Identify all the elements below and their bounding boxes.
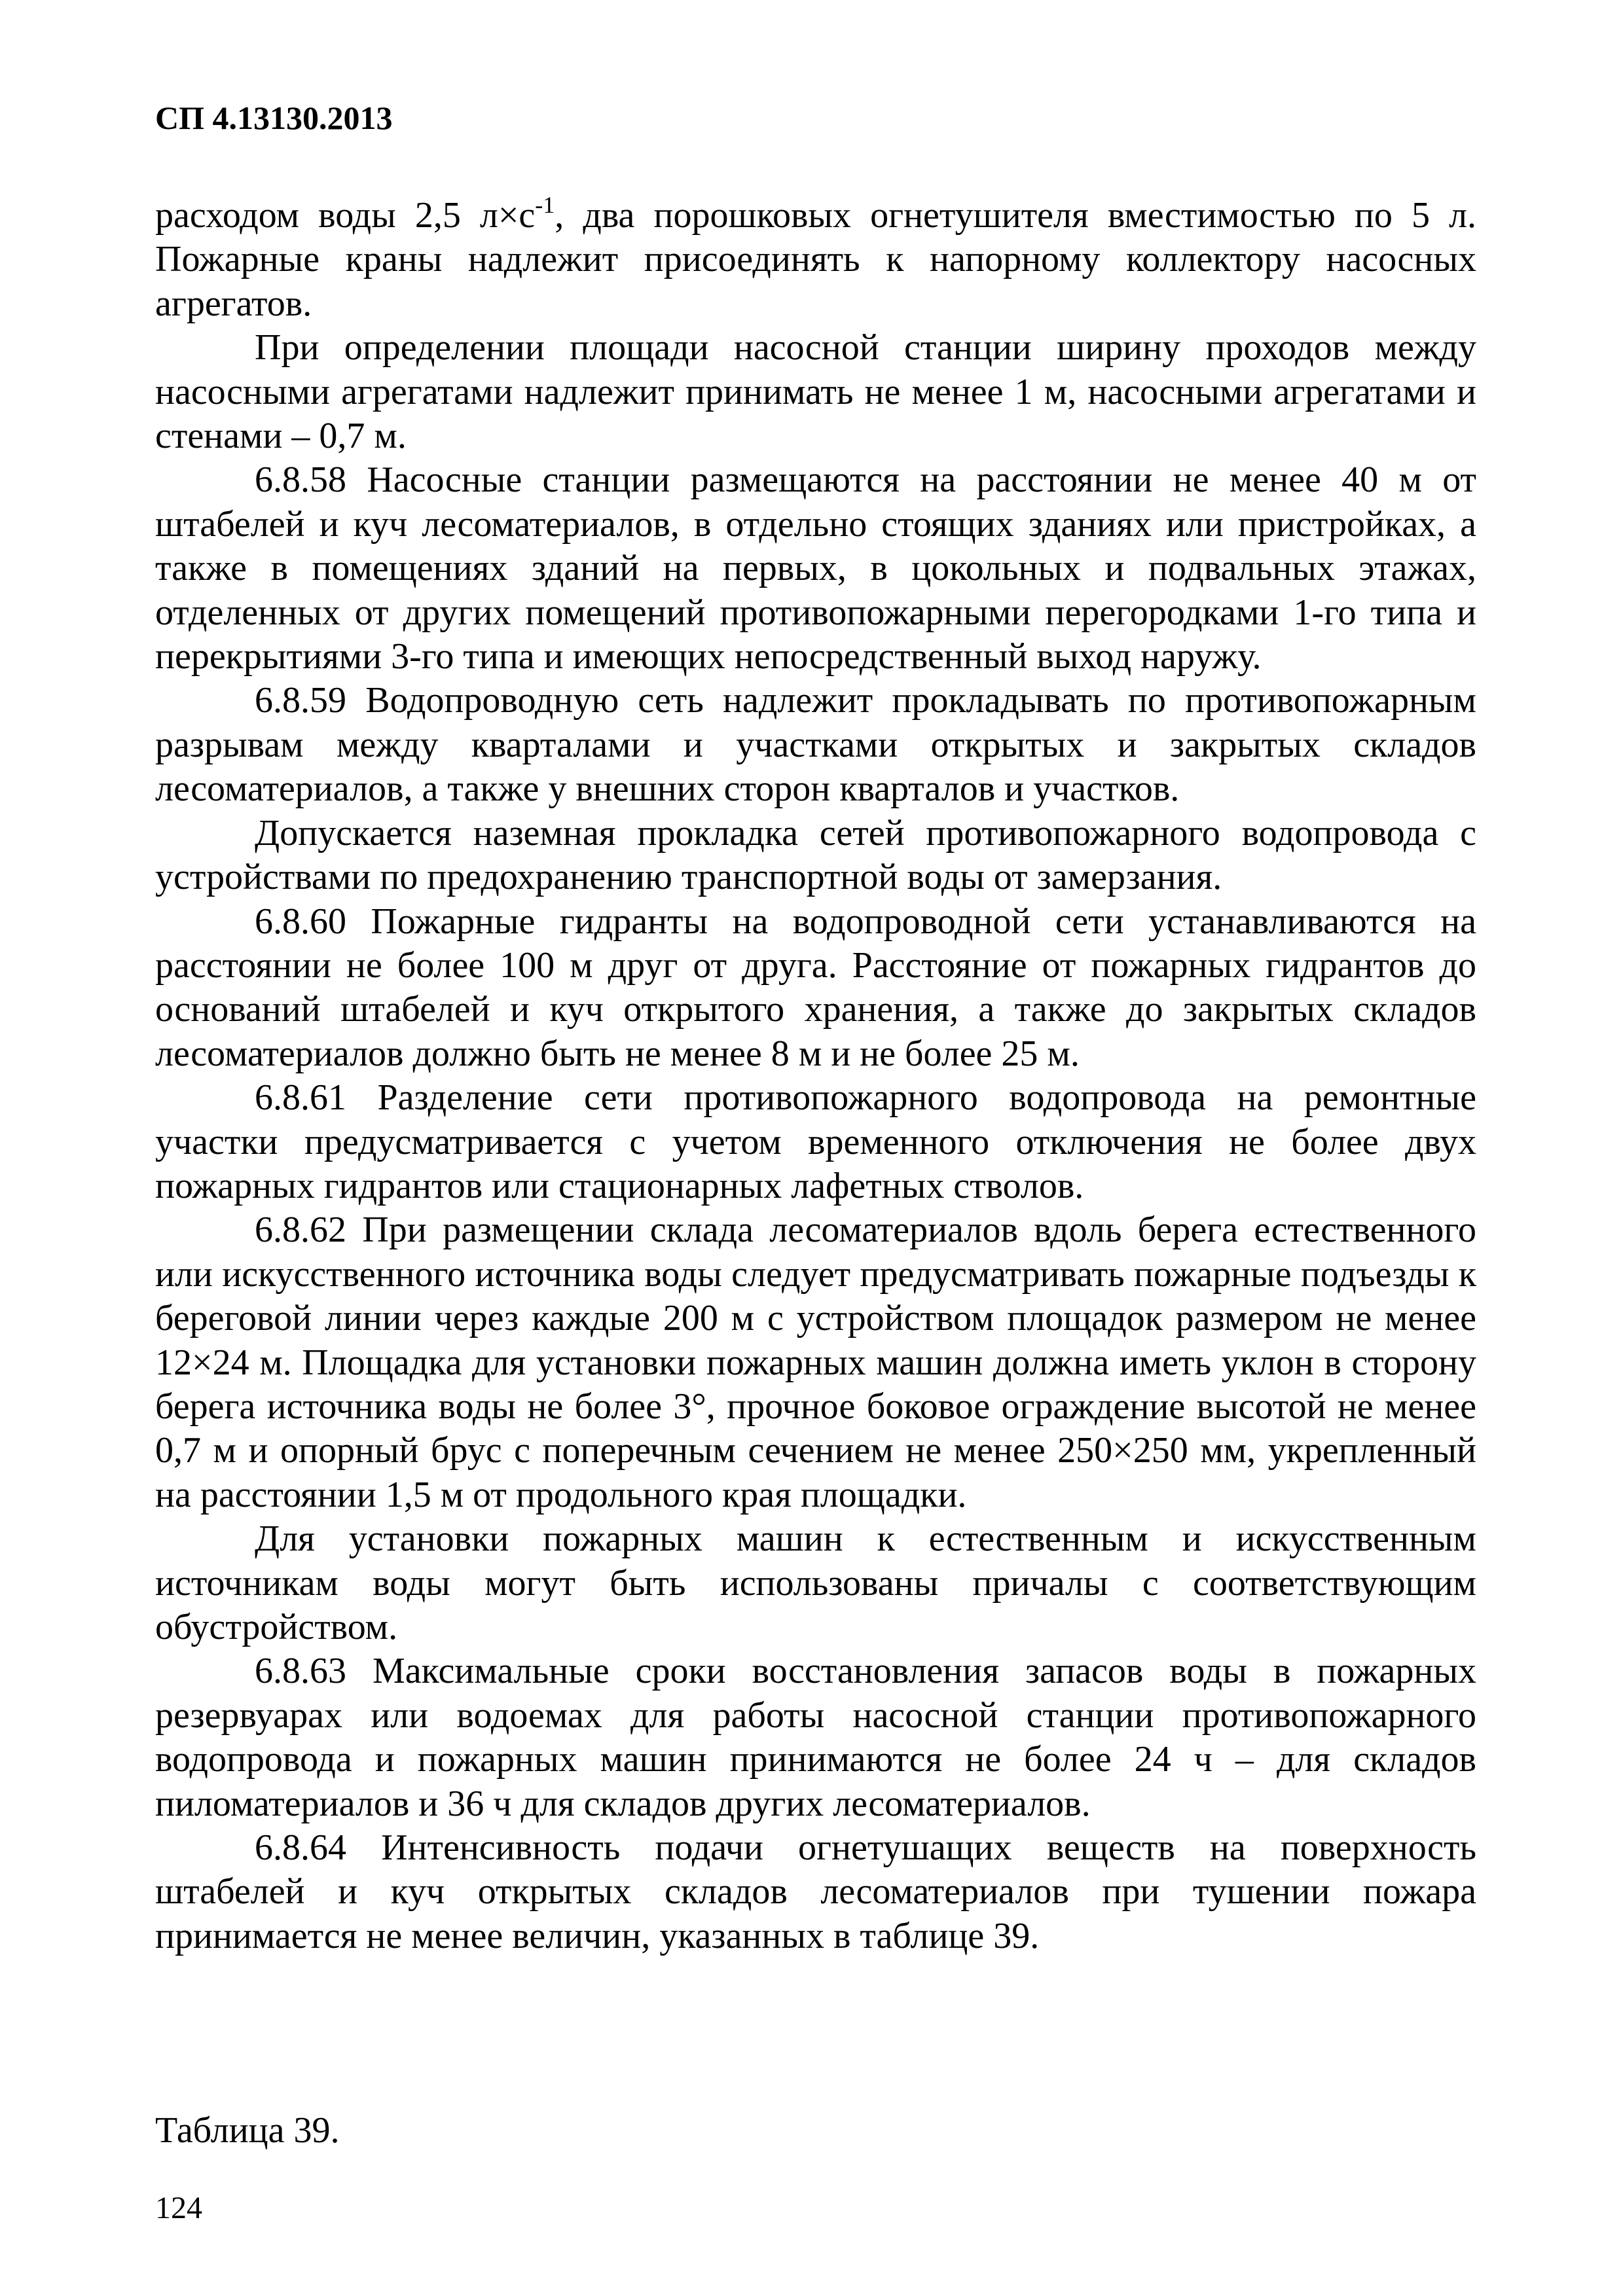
page-number: 124 <box>155 2191 202 2225</box>
paragraph-text: , два порошковых огнетушителя вместимостью по 5 л. Пожарные краны надлежит присоединять к напорному коллектору насосных агрегатов. <box>155 195 1476 324</box>
paragraph-6-8-64: 6.8.64 Интенсивность подачи огнетушащих веществ на поверхность штабелей и куч открытых складов лесоматериалов при тушении пожара принимается не менее величин, указанных в таблице 39. <box>155 1827 1476 1956</box>
body-text <box>155 194 1476 1958</box>
paragraph: Допускается наземная прокладка сетей противопожарного водопровода с устройствами по предохранению транспортной воды от замерзания. <box>155 812 1476 898</box>
paragraph-6-8-58: 6.8.58 Насосные станции размещаются на расстоянии не менее 40 м от штабелей и куч лесоматериалов, в отдельно стоящих зданиях или пристройках, а также в помещениях зданий на первых, в цокольных и подвальных этажах, отделенных от других помещений противопожарными перегородками 1-го типа и перекрытиями 3-го типа и имеющих непосредственный выход наружу. <box>155 459 1476 677</box>
paragraph-6-8-61: 6.8.61 Разделение сети противопожарного водопровода на ремонтные участки предусматривается с учетом временного отключения не более двух пожарных гидрантов или стационарных лафетных стволов. <box>155 1077 1476 1206</box>
table-caption: Таблица 39. <box>155 2110 340 2151</box>
paragraph-6-8-62: 6.8.62 При размещении склада лесоматериалов вдоль берега естественного или искусственного источника воды следует предусматривать пожарные подъезды к береговой линии через каждые 200 м с устройством площадок размером не менее 12×24 м. Площадка для установки пожарных машин должна иметь уклон в сторону берега источника воды не более 3°, прочное боковое ограждение высотой не менее 0,7 м и опорный брус с поперечным сечением не менее 250×250 мм, укрепленный на расстоянии 1,5 м от продольного края площадки. <box>155 1210 1476 1515</box>
paragraph: Для установки пожарных машин к естественным и искусственным источникам воды могут быть использованы причалы с соответствующим обустройством. <box>155 1518 1476 1647</box>
paragraph-text: расходом воды 2,5 л×с <box>155 195 536 236</box>
paragraph: При определении площади насосной станции ширину проходов между насосными агрегатами надлежит принимать не менее 1 м, насосными агрегатами и стенами – 0,7 м. <box>155 327 1476 457</box>
paragraph <box>155 194 1476 326</box>
paragraph-6-8-59: 6.8.59 Водопроводную сеть надлежит прокладывать по противопожарным разрывам между кварталами и участками открытых и закрытых складов лесоматериалов, а также у внешних сторон кварталов и участков. <box>155 680 1476 810</box>
paragraph-6-8-63: 6.8.63 Максимальные сроки восстановления запасов воды в пожарных резервуарах или водоемах для работы насосной станции противопожарного водопровода и пожарных машин принимаются не более 24 ч – для складов пиломатериалов и 36 ч для складов других лесоматериалов. <box>155 1651 1476 1824</box>
document-code-header: СП 4.13130.2013 <box>155 99 393 136</box>
paragraph-6-8-60: 6.8.60 Пожарные гидранты на водопроводной сети устанавливаются на расстоянии не более 100 м друг от друга. Расстояние от пожарных гидрантов до оснований штабелей и куч открытого хранения, а также до закрытых складов лесоматериалов должно быть не менее 8 м и не более 25 м. <box>155 901 1476 1074</box>
superscript: -1 <box>535 192 555 218</box>
